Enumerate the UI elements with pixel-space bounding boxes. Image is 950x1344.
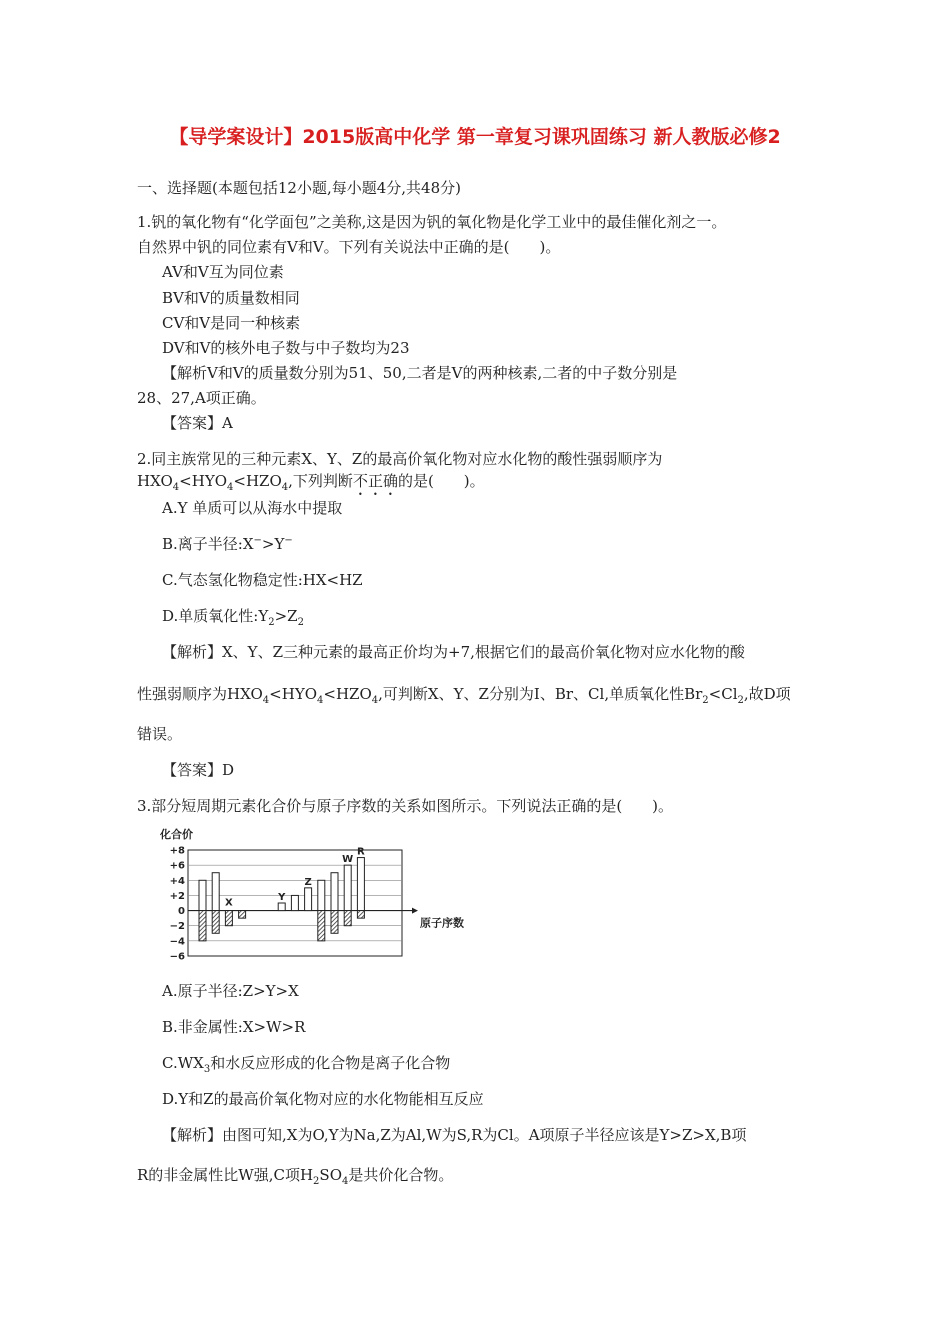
- positive-valence-bar: [357, 858, 364, 911]
- q2-option-d: D.单质氧化性$:Y_2>Z_2$: [162, 607, 304, 628]
- y-tick-label: +6: [169, 860, 185, 872]
- q2-analysis-line3: 错误。: [137, 725, 183, 743]
- q1-option-b: BV和V的质量数相同: [162, 289, 300, 307]
- q2-analysis-line1: 【解析】X、Y、Z三种元素的最高正价均为+7,根据它们的最高价氧化物对应水化物的酸: [162, 643, 745, 661]
- document-title: 【导学案设计】2015版高中化学 第一章复习课巩固练习 新人教版必修2: [169, 126, 781, 148]
- positive-valence-bar: [305, 888, 312, 911]
- y-axis-title: 化合价: [160, 828, 193, 841]
- positive-valence-bar: [291, 895, 298, 910]
- q3-analysis-line1: 【解析】由图可知,X为O,Y为Na,Z为Al,W为S,R为Cl。A项原子半径应该是Y>Z>X,B项: [162, 1126, 747, 1144]
- q2-option-b: B.离子半径:X−>Y−: [162, 535, 293, 553]
- negative-valence-bar: [199, 911, 206, 941]
- q1-stem-line1: 1.钒的氧化物有“化学面包”之美称,这是因为钒的氧化物是化学工业中的最佳催化剂之一。: [137, 213, 727, 231]
- q2-option-a: A.Y 单质可以从海水中提取: [162, 499, 343, 517]
- q1-analysis-line1: 【解析V和V的质量数分别为51、50,二者是V的两种核素,二者的中子数分别是: [162, 364, 678, 382]
- q2-stem-line1: 2.同主族常见的三种元素X、Y、Z的最高价氧化物对应水化物的酸性强弱顺序为: [137, 450, 663, 468]
- q1-answer: 【答案】A: [162, 414, 233, 432]
- y-tick-label: +4: [169, 875, 185, 887]
- y-tick-label: +8: [169, 845, 185, 857]
- positive-valence-bar: [199, 880, 206, 910]
- positive-valence-bar: [331, 873, 338, 911]
- element-label: R: [357, 846, 365, 858]
- q3-stem: 3.部分短周期元素化合价与原子序数的关系如图所示。下列说法正确的是( )。: [137, 797, 674, 815]
- q1-stem-line2: 自然界中钒的同位素有V和V。下列有关说法中正确的是( )。: [137, 238, 561, 256]
- x-axis-title: 原子序数: [420, 916, 464, 930]
- y-tick-label: 0: [178, 906, 185, 918]
- q3-analysis-line2: R的非金属性比W强,C项$H_2SO_4$是共价化合物。: [137, 1166, 454, 1187]
- q3-option-a: A.原子半径:Z>Y>X: [162, 982, 299, 1000]
- q2-option-c: C.气态氢化物稳定性:HX<HZ: [162, 571, 363, 589]
- element-label: W: [342, 854, 354, 866]
- negative-valence-bar: [344, 911, 351, 926]
- valence-chart: [160, 826, 470, 966]
- q2-stem-line2: $HXO_4<HYO_4<HZO_4$,下列判断不正确的是( )。: [137, 472, 485, 493]
- negative-valence-bar: [357, 911, 364, 919]
- y-tick-label: −2: [169, 921, 185, 933]
- positive-valence-bar: [278, 903, 285, 911]
- element-label: X: [225, 897, 233, 909]
- emphasis-not-correct: 不正确: [352, 472, 398, 490]
- positive-valence-bar: [344, 865, 351, 910]
- negative-valence-bar: [331, 911, 338, 934]
- y-tick-label: −4: [169, 936, 185, 948]
- positive-valence-bar: [318, 880, 325, 910]
- q3-option-b: B.非金属性:X>W>R: [162, 1018, 306, 1036]
- q3-option-d: D.Y和Z的最高价氧化物对应的水化物能相互反应: [162, 1090, 484, 1108]
- q1-analysis-line2: 28、27,A项正确。: [137, 389, 266, 407]
- negative-valence-bar: [318, 911, 325, 941]
- q1-option-c: CV和V是同一种核素: [162, 314, 301, 332]
- q2-analysis-line2: 性强弱顺序为$HXO_4<HYO_4<HZO_4$,可判断X、Y、Z分别为I、Br、Cl,单质氧化性$Br_2<Cl_2$,故D项: [137, 685, 791, 706]
- q2-answer: 【答案】D: [162, 761, 235, 779]
- q1-option-a: AV和V互为同位素: [162, 263, 284, 281]
- element-label: Y: [278, 892, 286, 903]
- q3-option-c: $C.WX_3$和水反应形成的化合物是离子化合物: [162, 1054, 451, 1075]
- y-tick-label: −6: [169, 951, 185, 963]
- x-axis-arrow-icon: [412, 908, 418, 914]
- negative-valence-bar: [239, 911, 246, 919]
- q1-option-d: DV和V的核外电子数与中子数均为23: [162, 339, 410, 357]
- section-heading: 一、选择题(本题包括12小题,每小题4分,共48分): [137, 179, 461, 197]
- y-tick-label: +2: [169, 890, 185, 902]
- negative-valence-bar: [212, 911, 219, 934]
- positive-valence-bar: [212, 873, 219, 911]
- element-label: Z: [304, 876, 312, 888]
- negative-valence-bar: [225, 911, 232, 926]
